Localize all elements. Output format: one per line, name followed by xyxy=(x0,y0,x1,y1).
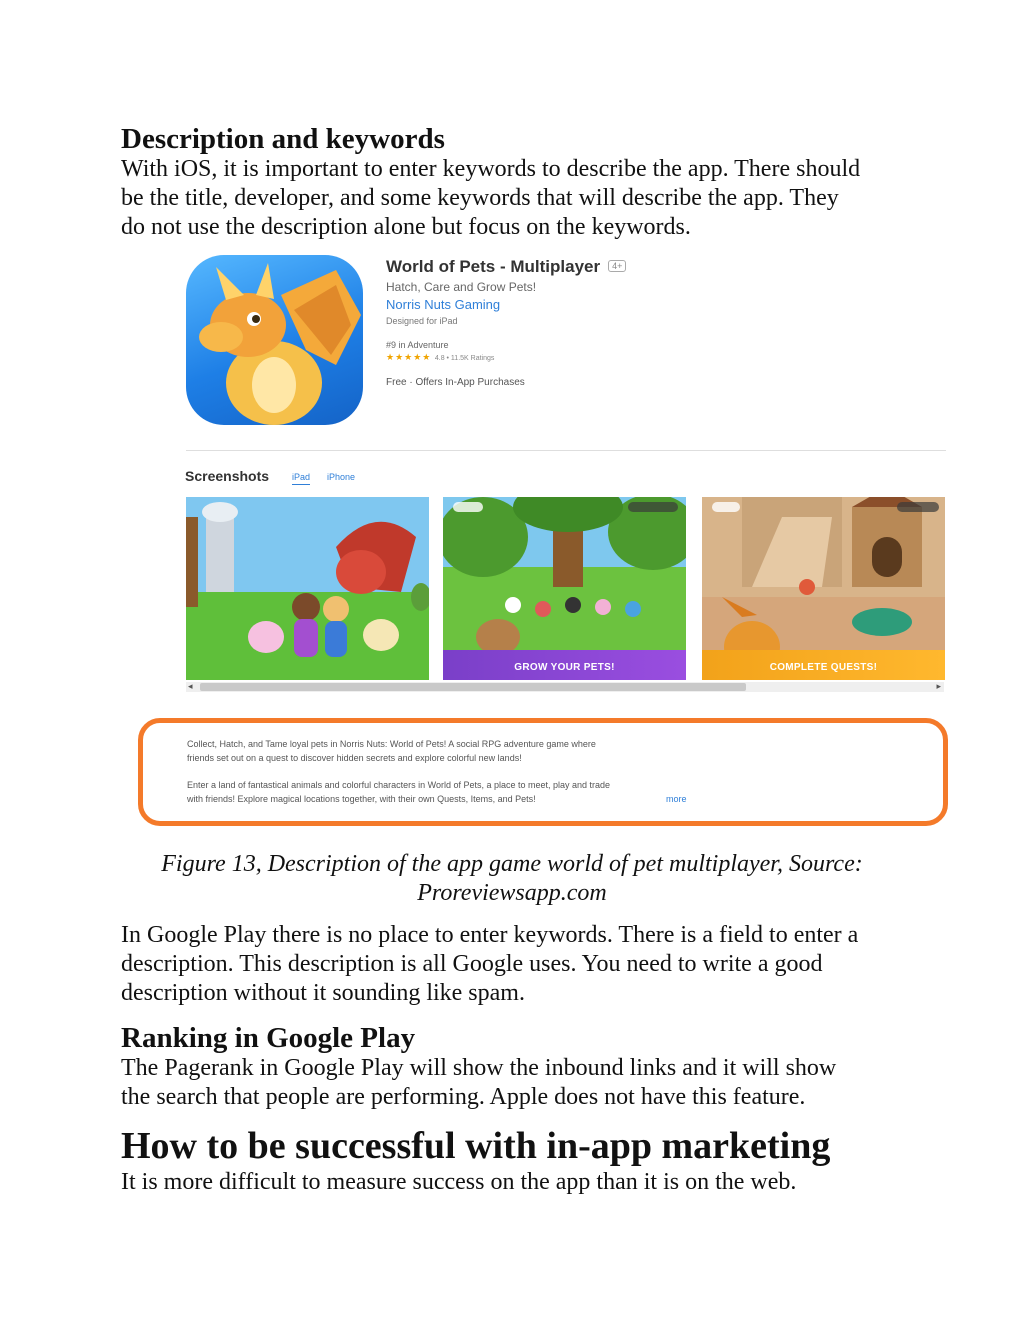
paragraph-google-play xyxy=(121,921,921,1008)
scroll-thumb[interactable] xyxy=(200,683,746,691)
text-line: With iOS, it is important to enter keywords to describe the app. There should xyxy=(121,156,861,182)
rating-text: 4.8 • 11.5K Ratings xyxy=(434,355,495,362)
category-rank: #9 in Adventure xyxy=(386,340,449,350)
app-info xyxy=(386,257,626,388)
screenshot-3[interactable] xyxy=(702,497,945,680)
text-line: be the title, developer, and some keywords that will describe the app. They xyxy=(121,185,839,211)
tab-ipad[interactable]: iPad xyxy=(292,472,310,485)
age-rating-badge: 4+ xyxy=(608,260,626,272)
text-line: do not use the description alone but focus on the keywords. xyxy=(121,214,691,240)
app-store-figure xyxy=(136,252,948,832)
star-icons: ★★★★★ xyxy=(386,352,432,362)
paragraph-ios-keywords xyxy=(121,155,921,242)
app-title-text: World of Pets - Multiplayer xyxy=(386,257,601,276)
screenshot-2[interactable] xyxy=(443,497,686,680)
caption-line: Proreviewsapp.com xyxy=(417,880,607,906)
app-icon-dragon xyxy=(186,255,363,425)
description-highlight-box xyxy=(138,718,948,826)
description-line: Collect, Hatch, and Tame loyal pets in Norris Nuts: World of Pets! A social RPG adventure game where xyxy=(187,739,596,749)
section-heading-description: Description and keywords xyxy=(121,123,445,155)
banner-text: COMPLETE QUESTS! xyxy=(769,662,878,673)
app-subtitle: Hatch, Care and Grow Pets! xyxy=(386,280,537,294)
designed-for-label: Designed for iPad xyxy=(386,316,458,326)
screenshot-banner xyxy=(702,650,945,680)
screenshot-1[interactable] xyxy=(186,497,429,680)
more-link[interactable]: more xyxy=(666,794,687,804)
caption-line: Figure 13, Description of the app game world of pet multiplayer, Source: xyxy=(161,851,863,877)
app-title xyxy=(386,257,626,277)
tab-iphone[interactable]: iPhone xyxy=(327,472,356,482)
banner-text: GROW YOUR PETS! xyxy=(514,662,615,673)
paragraph-in-app-marketing xyxy=(121,1168,921,1197)
text-line: description without it sounding like spam. xyxy=(121,980,525,1006)
developer-link[interactable]: Norris Nuts Gaming xyxy=(386,297,501,312)
description-line: Enter a land of fantastical animals and colorful characters in World of Pets, a place to meet, play and trade xyxy=(187,780,611,790)
description-line: friends set out on a quest to discover hidden secrets and explore colorful new lands! xyxy=(187,753,522,763)
section-heading-ranking: Ranking in Google Play xyxy=(121,1022,416,1054)
description-paragraph-2 xyxy=(187,778,747,806)
description-paragraph-1 xyxy=(187,737,747,765)
text-line: In Google Play there is no place to enter keywords. There is a field to enter a xyxy=(121,922,859,948)
screenshot-banner xyxy=(443,650,686,680)
figure-caption xyxy=(121,850,903,908)
paragraph-ranking xyxy=(121,1054,921,1112)
text-line: the search that people are performing. Apple does not have this feature. xyxy=(121,1084,806,1110)
section-heading-in-app-marketing: How to be successful with in-app marketing xyxy=(121,1125,831,1167)
screenshots-scrollbar[interactable] xyxy=(186,682,944,692)
text-line: It is more difficult to measure success on the app than it is on the web. xyxy=(121,1169,797,1195)
scroll-right-arrow-icon[interactable]: ▸ xyxy=(936,681,941,691)
text-line: The Pagerank in Google Play will show the inbound links and it will show xyxy=(121,1055,837,1081)
text-line: description. This description is all Google uses. You need to write a good xyxy=(121,951,823,977)
divider xyxy=(186,450,946,451)
description-line: with friends! Explore magical locations together, with their own Quests, Items, and Pets! xyxy=(187,794,536,804)
price-label: Free · Offers In-App Purchases xyxy=(386,377,525,388)
rating-stars xyxy=(386,352,626,363)
screenshots-heading: Screenshots xyxy=(185,468,270,484)
scroll-left-arrow-icon[interactable]: ◂ xyxy=(188,681,193,691)
